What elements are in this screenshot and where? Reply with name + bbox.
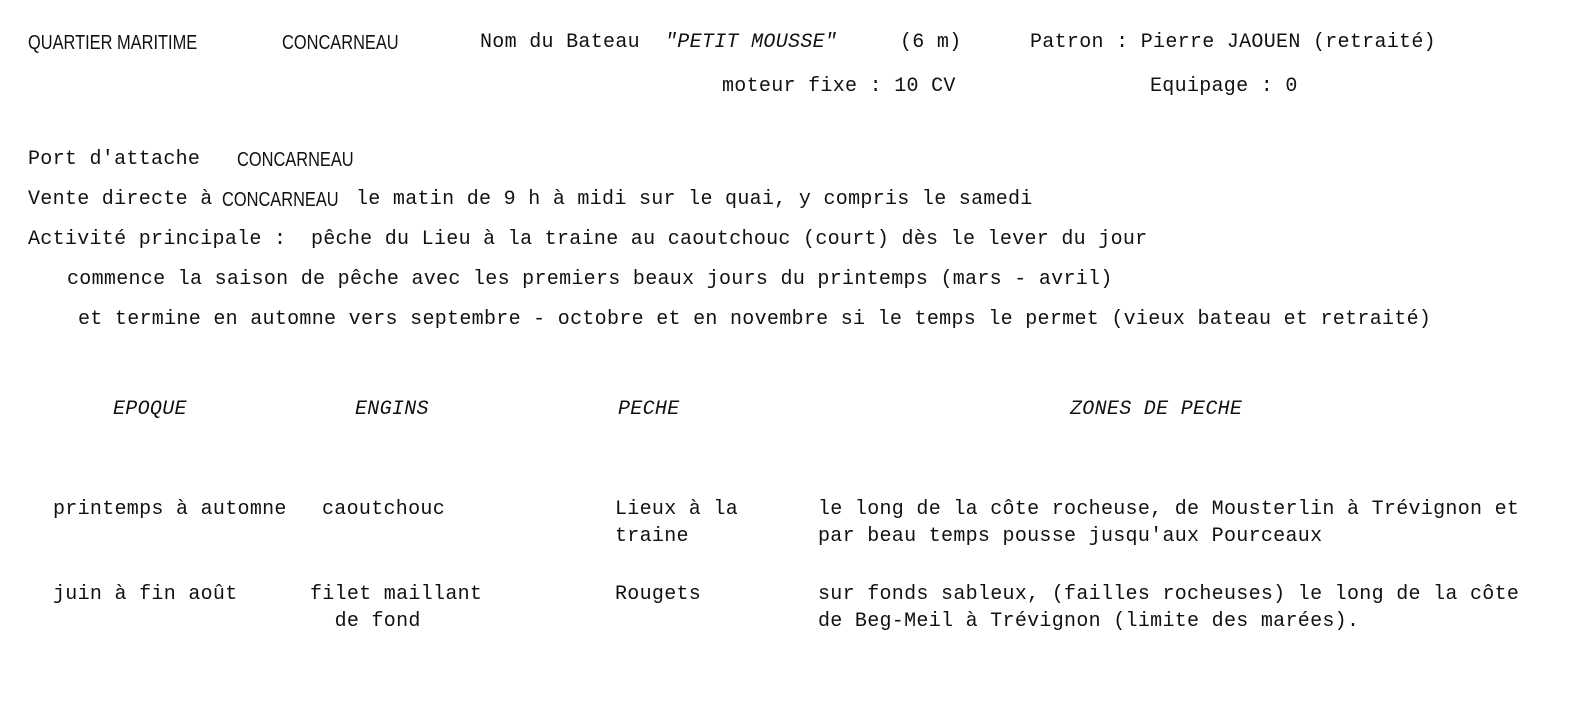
saison-debut: commence la saison de pêche avec les premiers beaux jours du printemps (mars - avril) [67,268,1113,291]
moteur: moteur fixe : 10 CV [722,75,956,98]
cell-epoque: juin à fin août [53,583,238,606]
equipage: Equipage : 0 [1150,75,1298,98]
cell-peche-line2: traine [615,525,689,548]
cell-zones-line2: de Beg-Meil à Trévignon (limite des marées). [818,610,1360,633]
vente-label: Vente directe à [28,188,213,211]
bateau-label: Nom du Bateau [480,31,640,54]
vente-detail: le matin de 9 h à midi sur le quai, y compris le samedi [356,188,1033,211]
quartier-value: CONCARNEAU [282,32,399,54]
port-value: CONCARNEAU [237,149,354,171]
cell-zones: sur fonds sableux, (failles rocheuses) le long de la côte [818,583,1520,606]
vente-place: CONCARNEAU [222,189,339,211]
cell-zones: le long de la côte rocheuse, de Mousterlin à Trévignon et [818,498,1520,521]
cell-peche: Rougets [615,583,702,606]
header-epoque: EPOQUE [113,398,187,421]
header-engins: ENGINS [355,398,429,421]
cell-zones-line2: par beau temps pousse jusqu'aux Pourceaux [818,525,1323,548]
cell-engins: filet maillant [310,583,483,606]
bateau-size: (6 m) [900,31,962,54]
patron: Patron : Pierre JAOUEN (retraité) [1030,31,1436,54]
cell-engins-line2: de fond [310,610,421,633]
bateau-name: "PETIT MOUSSE" [665,31,838,54]
header-zones: ZONES DE PECHE [1070,398,1243,421]
cell-peche: Lieux à la [615,498,739,521]
cell-epoque: printemps à automne [53,498,287,521]
saison-fin: et termine en automne vers septembre - octobre et en novembre si le temps le permet (vieux bateau et retraité) [78,308,1432,331]
port-label: Port d'attache [28,148,201,171]
quartier-label: QUARTIER MARITIME [28,32,198,54]
activite: Activité principale : pêche du Lieu à la traine au caoutchouc (court) dès le lever du jour [28,228,1148,251]
cell-engins: caoutchouc [322,498,446,521]
header-peche: PECHE [618,398,680,421]
